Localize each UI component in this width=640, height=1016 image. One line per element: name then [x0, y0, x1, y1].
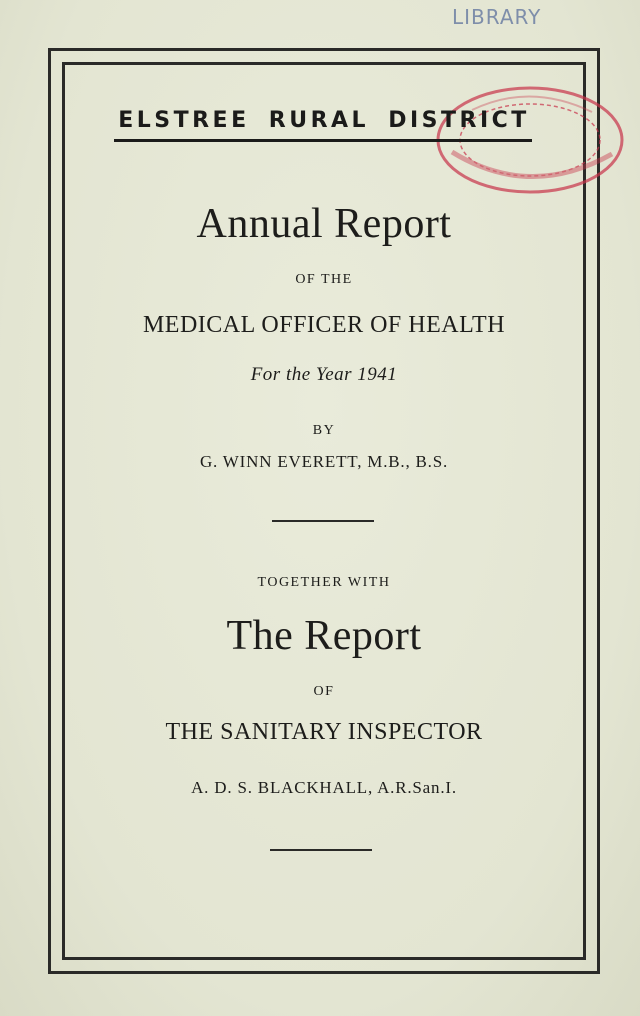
together-with-label: TOGETHER WITH [257, 575, 391, 590]
library-stamp: LIBRARY [452, 5, 542, 29]
divider-rule-1 [272, 520, 374, 522]
main-title: Annual Report [196, 201, 452, 247]
district-underline [114, 139, 532, 142]
officer-title: MEDICAL OFFICER OF HEALTH [142, 312, 506, 338]
author-name: G. WINN EVERETT, M.B., B.S. [199, 452, 449, 471]
district-name: ELSTREE RURAL DISTRICT [118, 108, 530, 133]
year-line: For the Year 1941 [250, 364, 398, 385]
of-label: OF [313, 684, 335, 699]
inspector-name: A. D. S. BLACKHALL, A.R.San.I. [191, 778, 457, 797]
second-title: The Report [226, 613, 422, 659]
inspector-title: THE SANITARY INSPECTOR [165, 719, 483, 745]
by-label: BY [312, 423, 336, 438]
of-the-label: OF THE [295, 272, 353, 287]
divider-rule-2 [270, 849, 372, 851]
